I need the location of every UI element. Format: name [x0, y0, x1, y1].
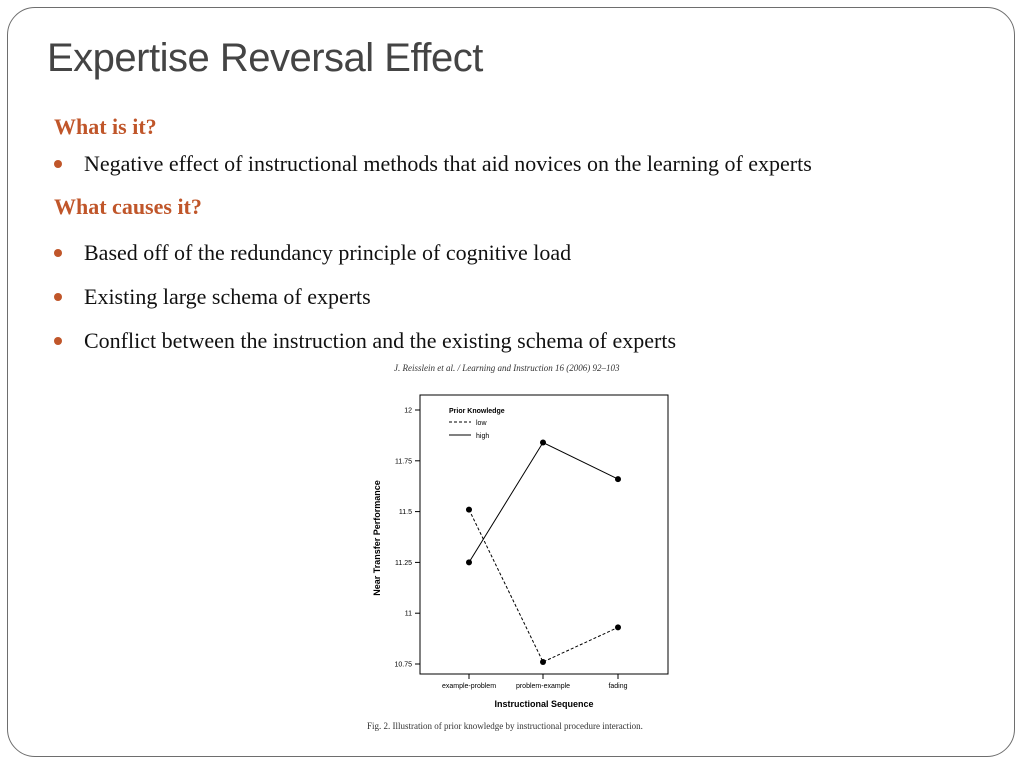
bullet-item	[54, 284, 371, 310]
y-tick-label: 11.25	[395, 559, 412, 567]
data-point-high	[540, 440, 546, 446]
bullet-dot-icon	[54, 249, 62, 257]
section-heading-what-is-it: What is it?	[54, 114, 157, 139]
line-chart	[360, 380, 680, 715]
legend-label-low: low	[476, 420, 487, 427]
y-tick-label: 11.5	[398, 509, 412, 517]
y-tick-label: 11.75	[395, 458, 412, 466]
bullet-dot-icon	[54, 337, 62, 345]
data-point-high	[466, 559, 472, 565]
y-tick-label: 10.75	[394, 661, 412, 669]
figure-caption: Fig. 2. Illustration of prior knowledge by instructional procedure interaction.	[367, 721, 643, 731]
data-point-low	[615, 624, 621, 630]
section-heading-what-causes-it: What causes it?	[54, 194, 202, 219]
series-line-high	[469, 443, 618, 563]
data-point-high	[615, 476, 621, 482]
y-tick-label: 11	[404, 610, 412, 618]
slide-title: Expertise Reversal Effect	[47, 36, 483, 80]
bullet-item	[54, 151, 812, 177]
x-tick-label: example-problem	[441, 683, 497, 690]
x-tick-label: problem-example	[515, 683, 571, 690]
y-tick-label: 12	[404, 407, 412, 415]
figure-citation: J. Reisslein et al. / Learning and Instruction 16 (2006) 92–103	[394, 363, 620, 373]
bullet-text: Existing large schema of experts	[84, 284, 371, 309]
series-line-low	[469, 510, 618, 662]
x-axis	[442, 674, 628, 690]
bullet-text: Based off of the redundancy principle of cognitive load	[84, 240, 572, 265]
bullet-dot-icon	[54, 160, 62, 168]
y-axis	[394, 408, 420, 669]
bullet-dot-icon	[54, 293, 62, 301]
plot-area	[420, 395, 668, 674]
x-tick-label: fading	[608, 683, 628, 690]
y-axis-label: Near Transfer Performance	[372, 480, 382, 596]
legend-label-high: high	[476, 433, 490, 440]
legend-title: Prior Knowledge	[449, 408, 505, 415]
bullet-item	[54, 328, 676, 354]
bullet-item	[54, 240, 571, 266]
data-point-low	[540, 659, 546, 665]
bullet-text: Negative effect of instructional methods that aid novices on the learning of experts	[84, 151, 812, 176]
series-layer	[466, 440, 621, 665]
bullet-text: Conflict between the instruction and the existing schema of experts	[84, 328, 677, 353]
data-point-low	[466, 507, 472, 513]
x-axis-label: Instructional Sequence	[494, 699, 594, 709]
legend	[449, 408, 505, 440]
